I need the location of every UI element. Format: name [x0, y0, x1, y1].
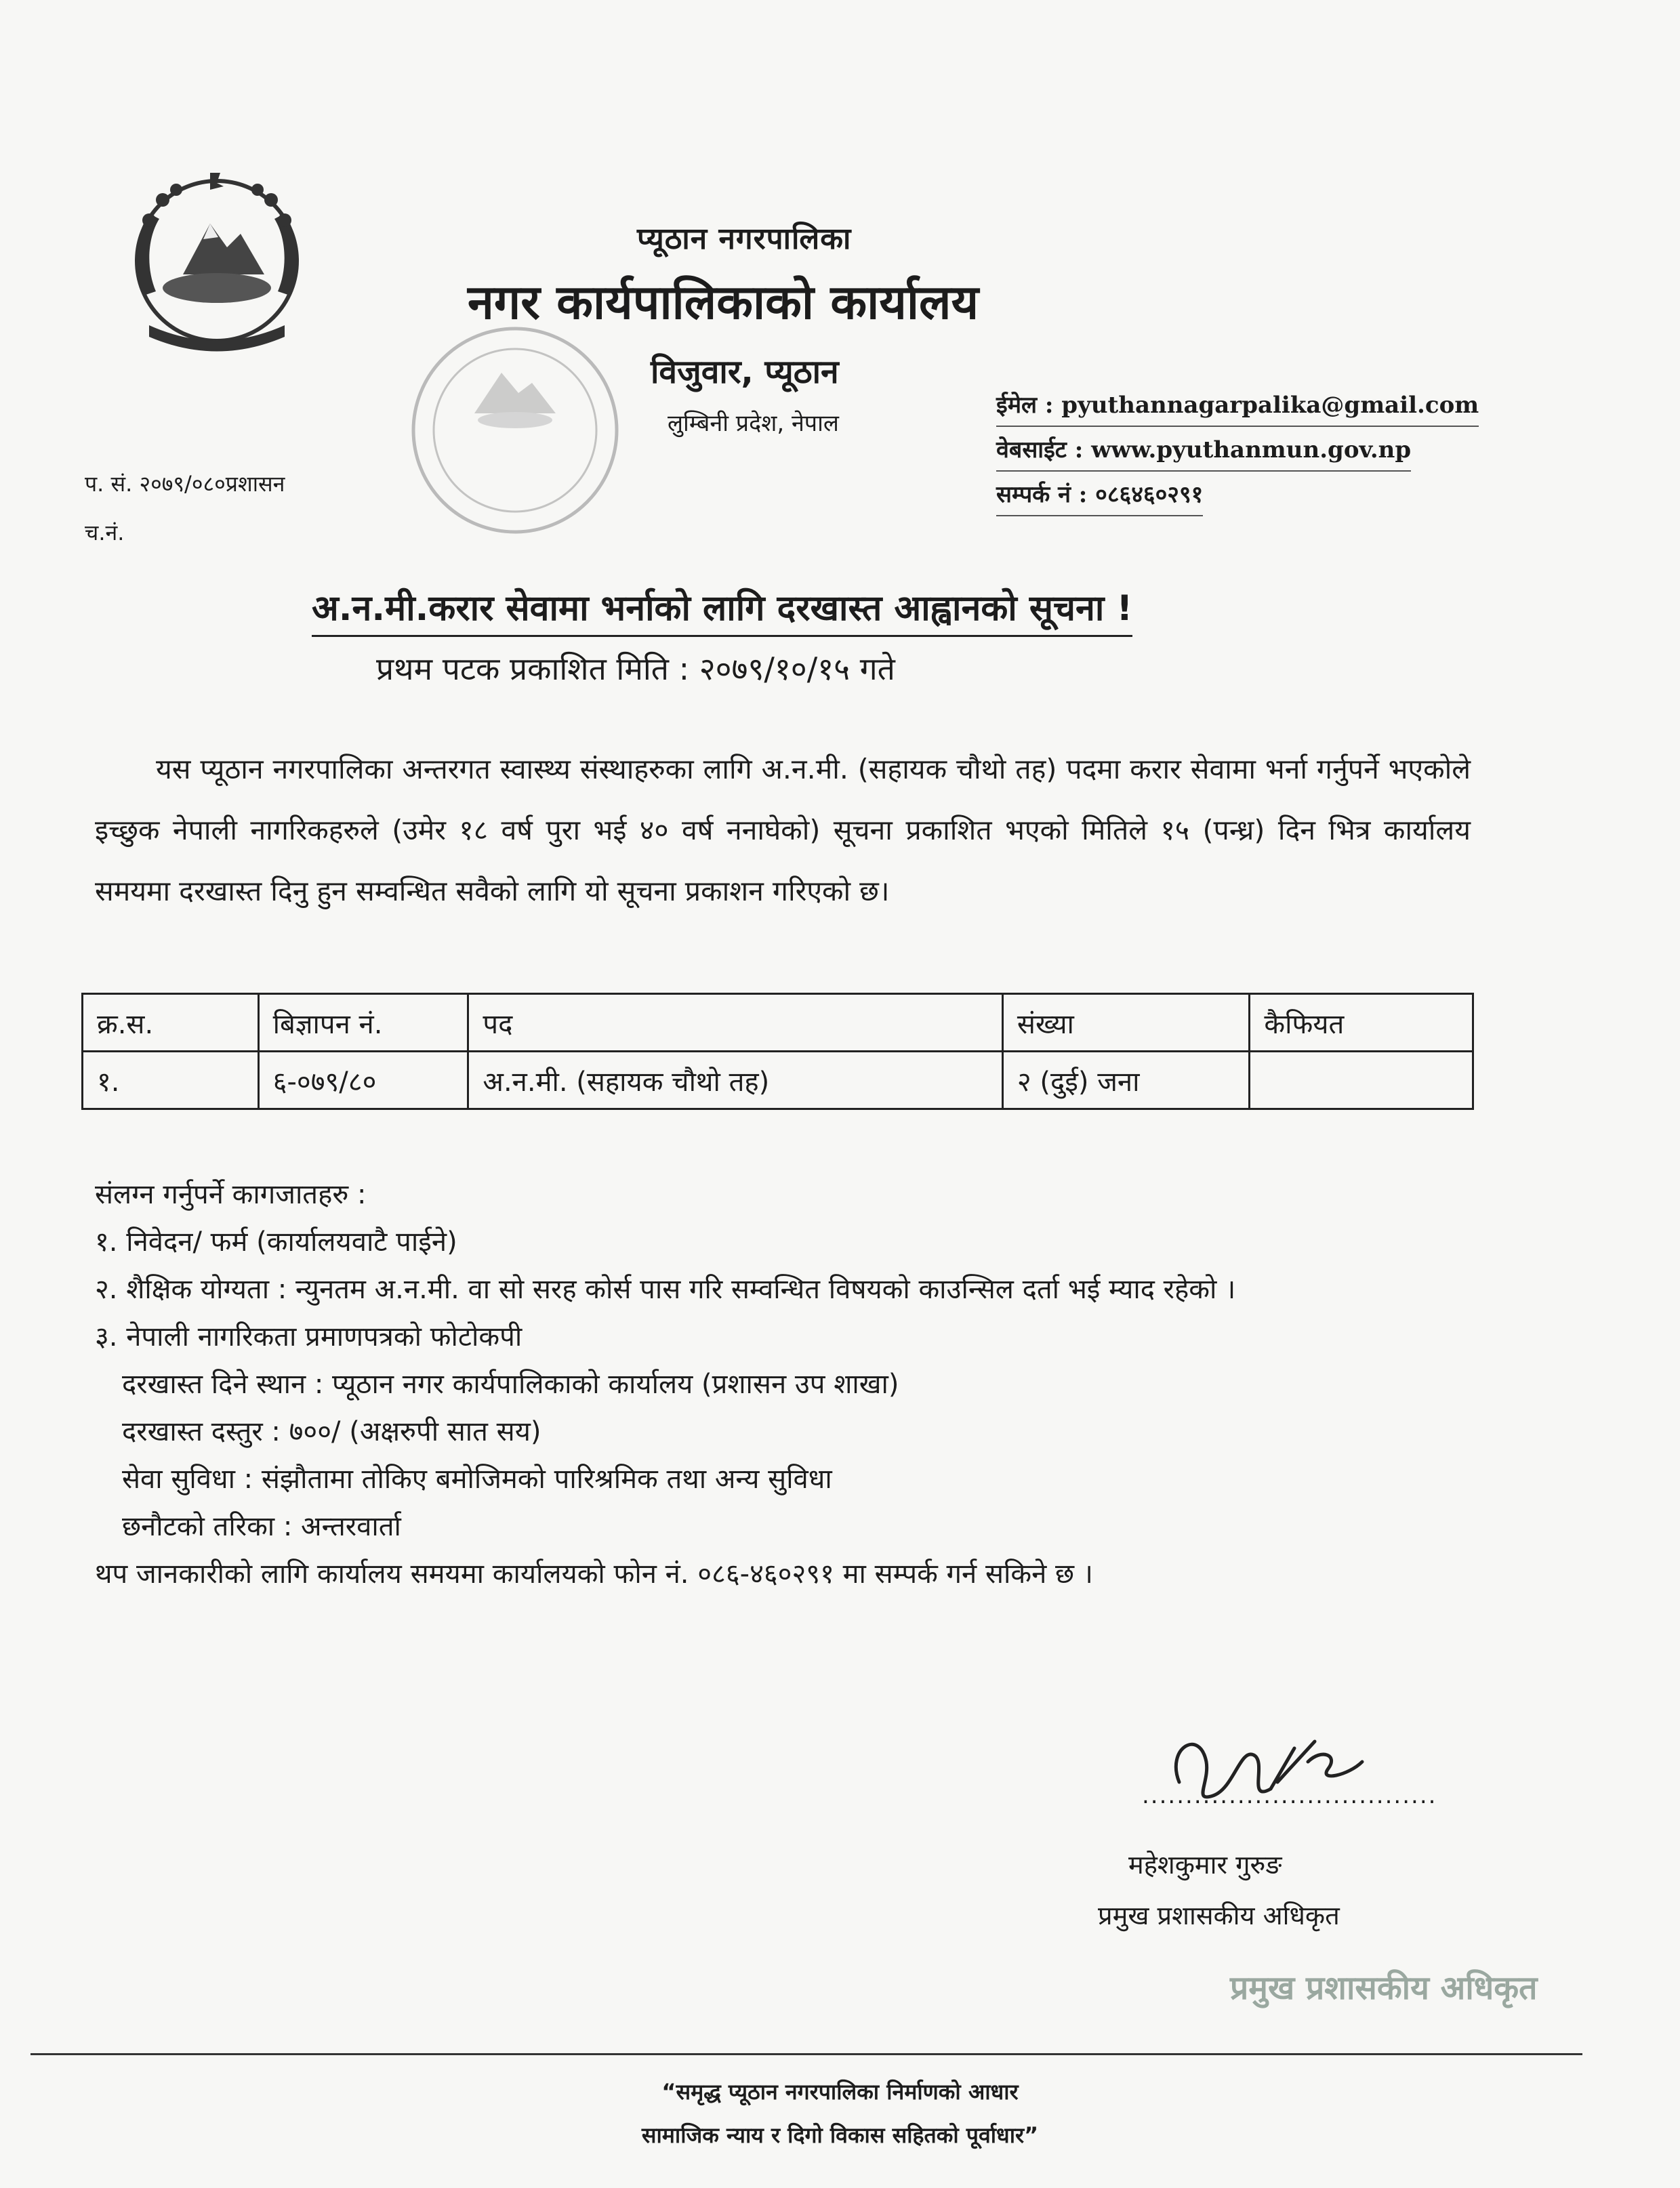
signature-line: .................................. — [1142, 1782, 1437, 1809]
designation-stamp: प्रमुख प्रशासकीय अधिकृत — [1230, 1969, 1538, 2007]
table-cell: अ.न.मी. (सहायक चौथो तह) — [468, 1052, 1003, 1109]
office-name: नगर कार्यपालिकाको कार्यालय — [468, 274, 979, 330]
service-facility: सेवा सुविधा : संझौतामा तोकिए बमोजिमको पारिश्रमिक तथा अन्य सुविधा — [122, 1464, 832, 1495]
signatory-name: महेशकुमार गुरुङ — [1128, 1850, 1282, 1880]
office-province: लुम्बिनी प्रदेश, नेपाल — [668, 410, 839, 437]
office-stamp-icon — [400, 318, 630, 542]
table-header-cell: क्र.स. — [83, 994, 259, 1052]
requirement-item: १. निवेदन/ फर्म (कार्यालयवाटै पाईने) — [95, 1226, 457, 1258]
application-fee: दरखास्त दस्तुर : ७००/ (अक्षरुपी सात सय) — [122, 1416, 541, 1447]
notice-title: अ.न.मी.करार सेवामा भर्नाको लागि दरखास्त आह्वानको सूचना ! — [312, 583, 1132, 637]
table-cell: १. — [83, 1052, 259, 1109]
nepal-emblem-icon — [108, 159, 325, 359]
selection-method: छनौटको तरिका : अन्तरवार्ता — [122, 1511, 401, 1542]
website-text: वेबसाईट : www.pyuthanmun.gov.np — [996, 430, 1411, 472]
contact-block — [996, 385, 1479, 519]
table-cell: २ (दुई) जना — [1002, 1052, 1249, 1109]
office-city: विजुवार, प्यूठान — [651, 353, 839, 391]
contact-info: थप जानकारीको लागि कार्यालय समयमा कार्यालयको फोन नं. ०८६-४६०२९१ मा सम्पर्क गर्न सकिने छ । — [95, 1559, 1093, 1590]
email-text: ईमेल : pyuthannagarpalika@gmail.com — [996, 385, 1479, 427]
table-cell: ६-०७९/८० — [258, 1052, 468, 1109]
footer-line: “समृद्ध प्यूठान नगरपालिका निर्माणको आधार — [661, 2079, 1019, 2105]
reference-number: प. सं. २०७९/०८०प्रशासन — [85, 471, 285, 497]
publish-date: प्रथम पटक प्रकाशित मिति : २०७९/१०/१५ गते — [376, 651, 895, 687]
vacancy-table — [81, 993, 1474, 1110]
table-header-cell: संख्या — [1002, 994, 1249, 1052]
table-cell — [1250, 1052, 1473, 1109]
table-header-cell: कैफियत — [1250, 994, 1473, 1052]
requirements-heading: संलग्न गर्नुपर्ने कागजातहरु : — [95, 1179, 367, 1210]
table-header-row — [83, 994, 1473, 1052]
footer-slogan — [0, 2070, 1680, 2157]
requirements-section — [95, 1171, 1484, 1598]
requirement-item: २. शैक्षिक योग्यता : न्युनतम अ.न.मी. वा सो सरह कोर्स पास गरि सम्वन्धित विषयको काउन्सिल दर्ता भई म्याद रहेको । — [95, 1274, 1236, 1305]
table-row — [83, 1052, 1473, 1109]
table-header-cell: बिज्ञापन नं. — [258, 994, 468, 1052]
phone-text: सम्पर्क नं : ०८६४६०२९१ — [996, 474, 1203, 516]
reference-block — [85, 459, 285, 557]
footer-line: सामाजिक न्याय र दिगो विकास सहितको पूर्वाधार” — [641, 2122, 1039, 2148]
footer-divider — [30, 2053, 1582, 2055]
requirement-item: ३. नेपाली नागरिकता प्रमाणपत्रको फोटोकपी — [95, 1321, 523, 1353]
org-name: प्यूठान नगरपालिका — [637, 222, 852, 256]
notice-body: यस प्यूठान नगरपालिका अन्तरगत स्वास्थ्य संस्थाहरुका लागि अ.न.मी. (सहायक चौथो तह) पदमा करार सेवामा भर्ना गर्नुपर्ने भएकोले इच्छुक नेपाली नागरिकहरुले (उमेर १८ वर्ष पुरा भई ४० वर्ष ननाघेको) सूचना प्रकाशित भएको मितिले १५ (पन्ध्र) दिन भित्र कार्यालय समयमा दरखास्त दिनु हुन सम्वन्धित सवैको लागि यो सूचना प्रकाशन गरिएको छ। — [95, 753, 1471, 907]
table-header-cell: पद — [468, 994, 1003, 1052]
dispatch-number: च.नं. — [85, 520, 125, 545]
signatory-title: प्रमुख प्रशासकीय अधिकृत — [1098, 1901, 1340, 1931]
application-place: दरखास्त दिने स्थान : प्यूठान नगर कार्यपालिकाको कार्यालय (प्रशासन उप शाखा) — [122, 1369, 899, 1400]
